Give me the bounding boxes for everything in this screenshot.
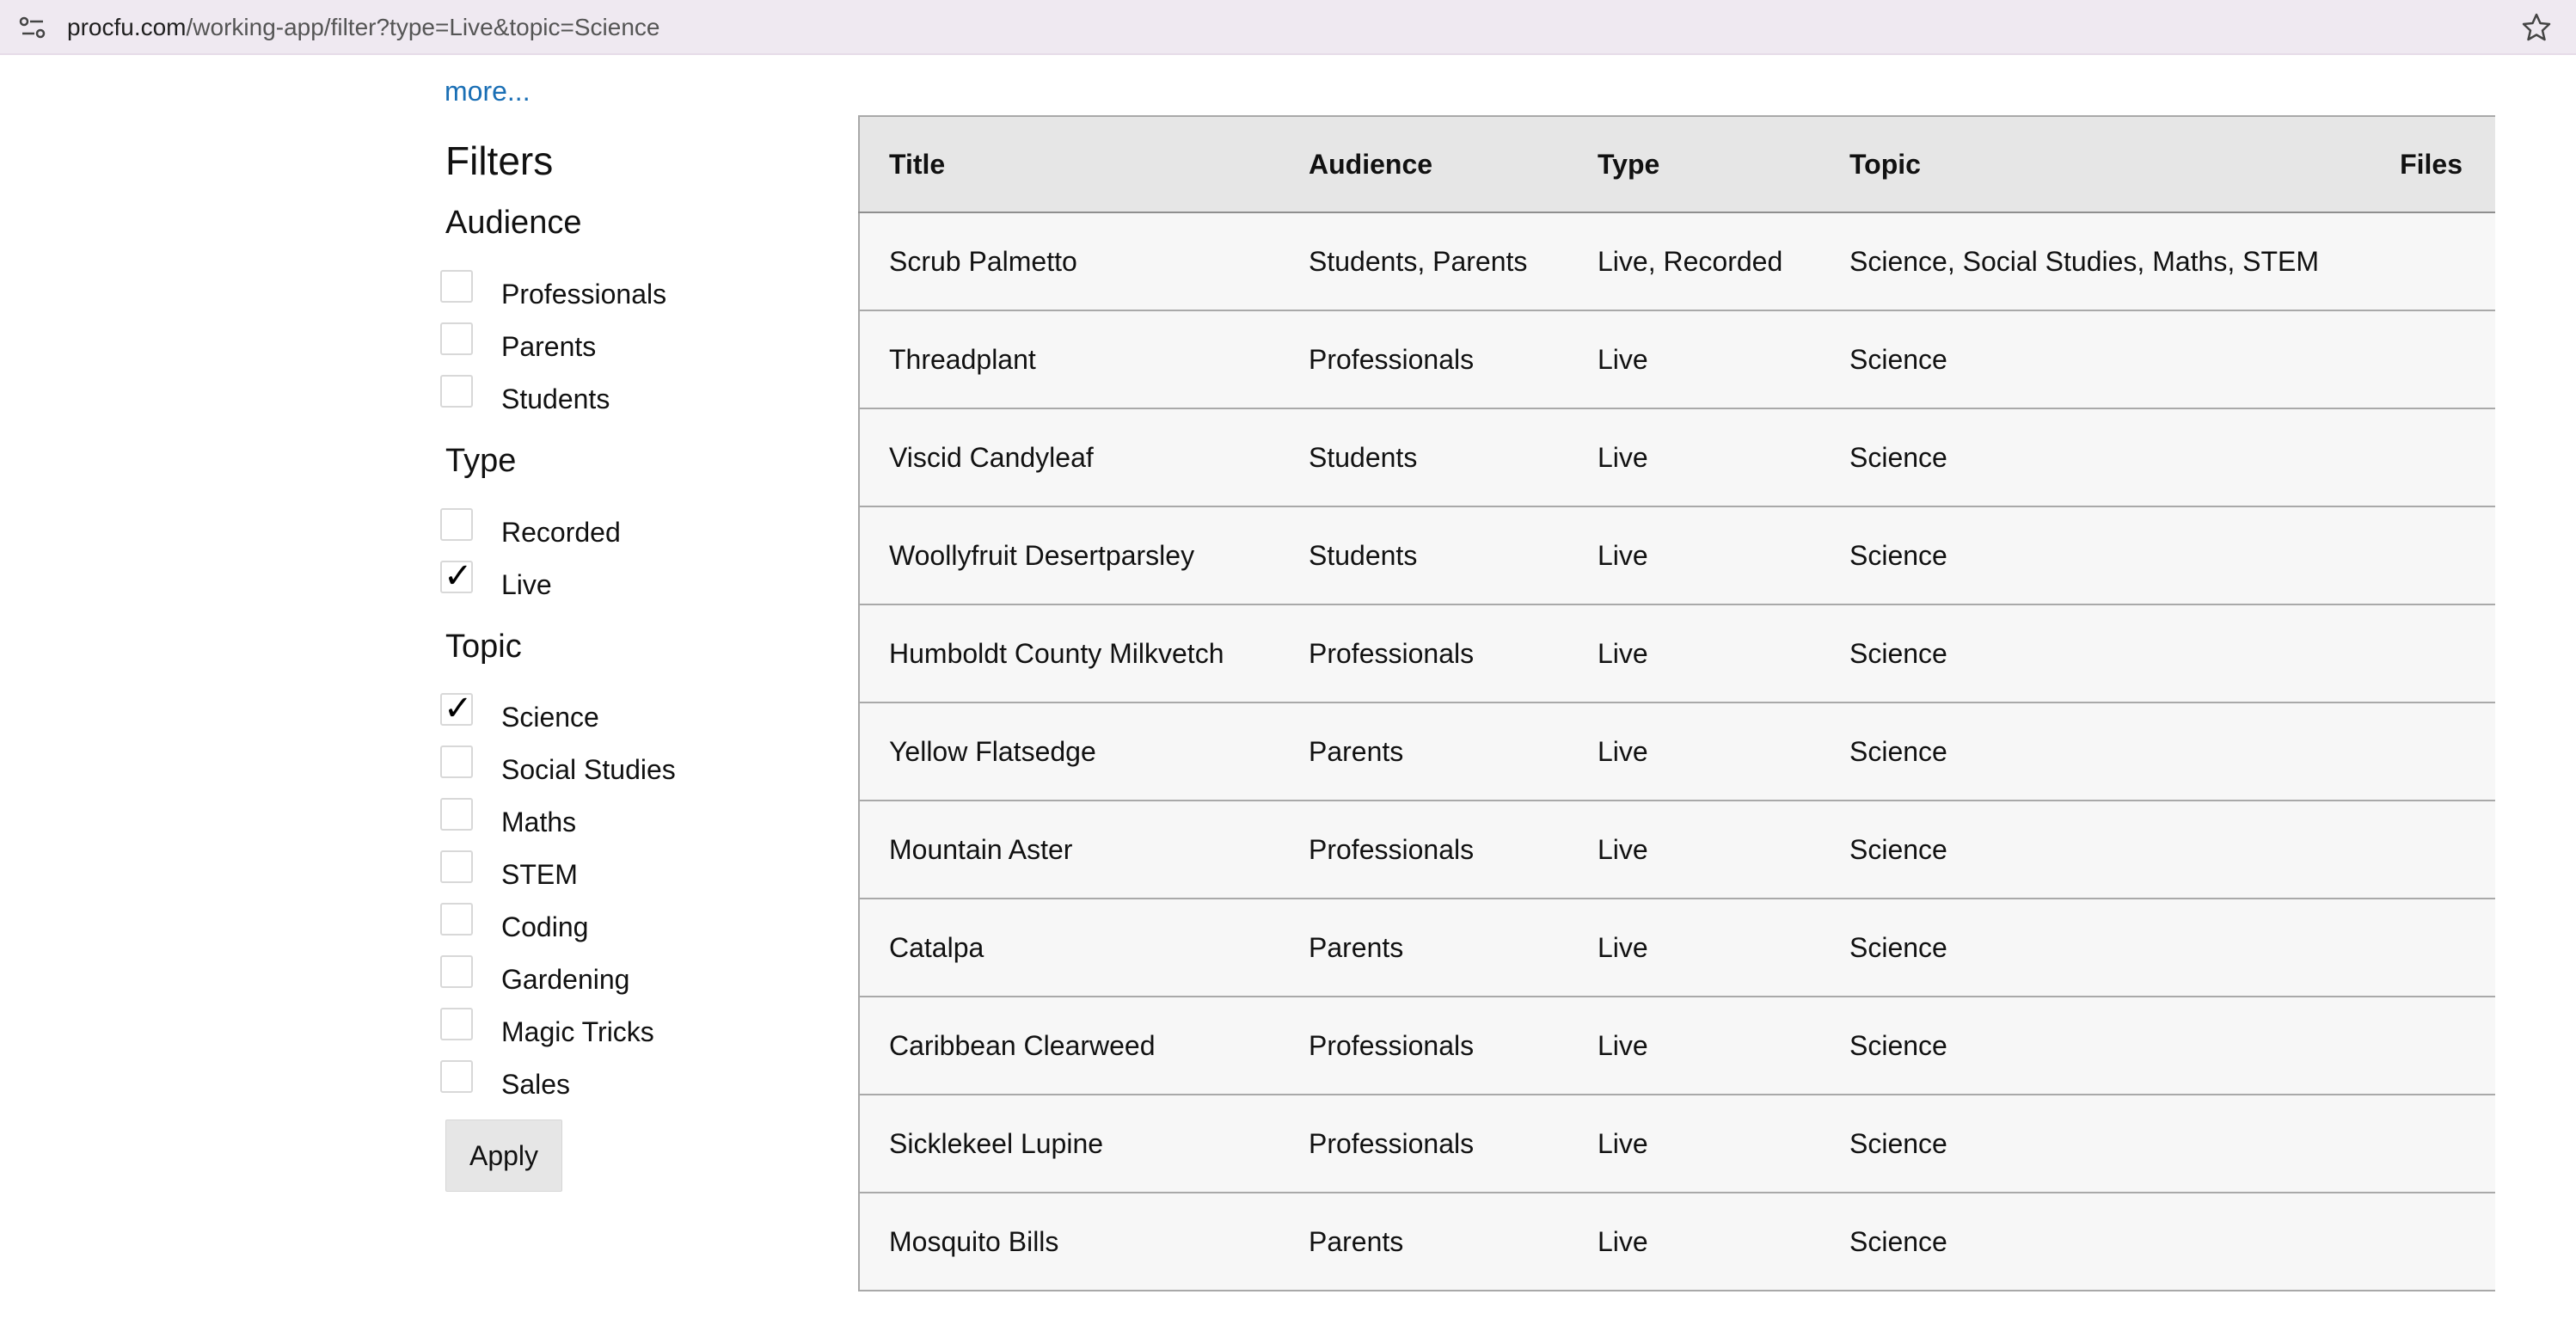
table-row — [859, 801, 2495, 899]
filter-topic-coding[interactable] — [440, 903, 784, 946]
checkbox[interactable] — [440, 903, 473, 936]
cell-title: Sicklekeel Lupine — [859, 1095, 1279, 1193]
table-row — [859, 212, 2495, 310]
filter-audience-professionals[interactable] — [440, 270, 784, 313]
cell-title: Caribbean Clearweed — [859, 997, 1279, 1095]
site-info-icon[interactable] — [17, 12, 48, 43]
filter-label: Social Studies — [501, 754, 676, 785]
table-row — [859, 702, 2495, 801]
cell-title: Threadplant — [859, 310, 1279, 408]
cell-type: Live — [1568, 408, 1820, 506]
filter-type-recorded[interactable] — [440, 508, 784, 551]
cell-files — [2336, 801, 2495, 899]
table-row — [859, 1193, 2495, 1291]
cell-topic: Science — [1820, 604, 2336, 702]
column-header-type: Type — [1568, 116, 1820, 212]
filter-topic-sales[interactable] — [440, 1060, 784, 1103]
table-row — [859, 408, 2495, 506]
cell-type: Live — [1568, 702, 1820, 801]
cell-files — [2336, 604, 2495, 702]
filters-title: Filters — [445, 138, 554, 183]
checkbox[interactable] — [440, 322, 473, 355]
checkbox[interactable] — [440, 1008, 473, 1040]
cell-topic: Science — [1820, 702, 2336, 801]
cell-title: Mountain Aster — [859, 801, 1279, 899]
cell-topic: Science — [1820, 310, 2336, 408]
cell-files — [2336, 408, 2495, 506]
cell-type: Live — [1568, 997, 1820, 1095]
filter-topic-science[interactable] — [440, 689, 784, 736]
url-text[interactable] — [67, 12, 659, 43]
cell-audience: Professionals — [1279, 997, 1568, 1095]
column-header-topic: Topic — [1820, 116, 2336, 212]
table-header-row — [859, 116, 2495, 212]
cell-audience: Parents — [1279, 1193, 1568, 1291]
filter-topic-social-studies[interactable] — [440, 745, 784, 788]
cell-topic: Science — [1820, 997, 2336, 1095]
filter-label: Students — [501, 383, 610, 414]
checkbox[interactable] — [440, 270, 473, 303]
browser-url-bar[interactable] — [0, 0, 2576, 55]
checkbox[interactable] — [440, 375, 473, 408]
column-header-files: Files — [2336, 116, 2495, 212]
filter-audience-parents[interactable] — [440, 322, 784, 365]
cell-type: Live — [1568, 801, 1820, 899]
checkmark-icon: ✓ — [444, 689, 473, 728]
cell-topic: Science — [1820, 506, 2336, 604]
audience-group-title: Audience — [445, 205, 582, 241]
filter-label: Magic Tricks — [501, 1016, 654, 1047]
filter-topic-gardening[interactable] — [440, 955, 784, 998]
cell-type: Live — [1568, 506, 1820, 604]
filter-label: STEM — [501, 859, 578, 890]
cell-topic: Science — [1820, 801, 2336, 899]
filter-label: Parents — [501, 331, 597, 362]
cell-audience: Professionals — [1279, 310, 1568, 408]
filter-topic-maths[interactable] — [440, 798, 784, 841]
cell-audience: Students — [1279, 506, 1568, 604]
table-row — [859, 997, 2495, 1095]
topic-group-title: Topic — [445, 629, 522, 665]
checkbox[interactable] — [440, 955, 473, 988]
url-host: procfu.com — [67, 14, 187, 40]
cell-audience: Professionals — [1279, 1095, 1568, 1193]
checkmark-icon: ✓ — [444, 556, 473, 596]
filter-label: Coding — [501, 911, 589, 942]
table-row — [859, 506, 2495, 604]
cell-files — [2336, 899, 2495, 997]
checkbox[interactable] — [440, 689, 473, 728]
cell-audience: Parents — [1279, 899, 1568, 997]
cell-audience: Students, Parents — [1279, 212, 1568, 310]
results-table — [858, 115, 2495, 1291]
cell-title: Woollyfruit Desertparsley — [859, 506, 1279, 604]
filter-label: Live — [501, 569, 552, 600]
cell-audience: Students — [1279, 408, 1568, 506]
checkbox[interactable] — [440, 850, 473, 883]
cell-type: Live — [1568, 899, 1820, 997]
cell-files — [2336, 997, 2495, 1095]
cell-files — [2336, 1095, 2495, 1193]
cell-audience: Professionals — [1279, 801, 1568, 899]
column-header-audience: Audience — [1279, 116, 1568, 212]
filter-type-live[interactable] — [440, 556, 784, 604]
checkbox[interactable] — [440, 745, 473, 778]
cell-topic: Science — [1820, 1095, 2336, 1193]
cell-title: Scrub Palmetto — [859, 212, 1279, 310]
filter-label: Gardening — [501, 964, 630, 995]
table-row — [859, 310, 2495, 408]
cell-audience: Professionals — [1279, 604, 1568, 702]
cell-type: Live — [1568, 1193, 1820, 1291]
bookmark-star-icon[interactable] — [2519, 10, 2554, 45]
cell-files — [2336, 1193, 2495, 1291]
table-row — [859, 899, 2495, 997]
cell-title: Humboldt County Milkvetch — [859, 604, 1279, 702]
cell-audience: Parents — [1279, 702, 1568, 801]
cell-files — [2336, 212, 2495, 310]
filter-label: Sales — [501, 1069, 571, 1100]
table-row — [859, 604, 2495, 702]
cell-type: Live, Recorded — [1568, 212, 1820, 310]
cell-topic: Science, Social Studies, Maths, STEM — [1820, 212, 2336, 310]
cell-files — [2336, 702, 2495, 801]
checkbox[interactable] — [440, 798, 473, 831]
cell-files — [2336, 506, 2495, 604]
table-row — [859, 1095, 2495, 1193]
filter-label: Science — [501, 702, 599, 733]
checkbox[interactable] — [440, 508, 473, 541]
column-header-title: Title — [859, 116, 1279, 212]
cell-type: Live — [1568, 310, 1820, 408]
cell-topic: Science — [1820, 1193, 2336, 1291]
results-table-container[interactable] — [858, 115, 2495, 1319]
filter-label: Professionals — [501, 279, 667, 310]
filter-label: Maths — [501, 807, 577, 837]
filter-topic-magic-tricks[interactable] — [440, 1008, 784, 1051]
checkbox[interactable] — [440, 556, 473, 596]
filter-topic-stem[interactable] — [440, 850, 784, 893]
cell-topic: Science — [1820, 408, 2336, 506]
cell-title: Viscid Candyleaf — [859, 408, 1279, 506]
apply-button[interactable]: Apply — [445, 1120, 562, 1192]
type-group-title: Type — [445, 443, 517, 479]
checkbox[interactable] — [440, 1060, 473, 1093]
cell-type: Live — [1568, 1095, 1820, 1193]
cell-title: Catalpa — [859, 899, 1279, 997]
cell-type: Live — [1568, 604, 1820, 702]
filter-audience-students[interactable] — [440, 375, 784, 418]
url-path: /working-app/filter?type=Live&topic=Science — [186, 14, 660, 40]
filter-label: Recorded — [501, 517, 621, 548]
cell-title: Mosquito Bills — [859, 1193, 1279, 1291]
cell-topic: Science — [1820, 899, 2336, 997]
more-link[interactable]: more... — [445, 76, 531, 107]
cell-files — [2336, 310, 2495, 408]
cell-title: Yellow Flatsedge — [859, 702, 1279, 801]
